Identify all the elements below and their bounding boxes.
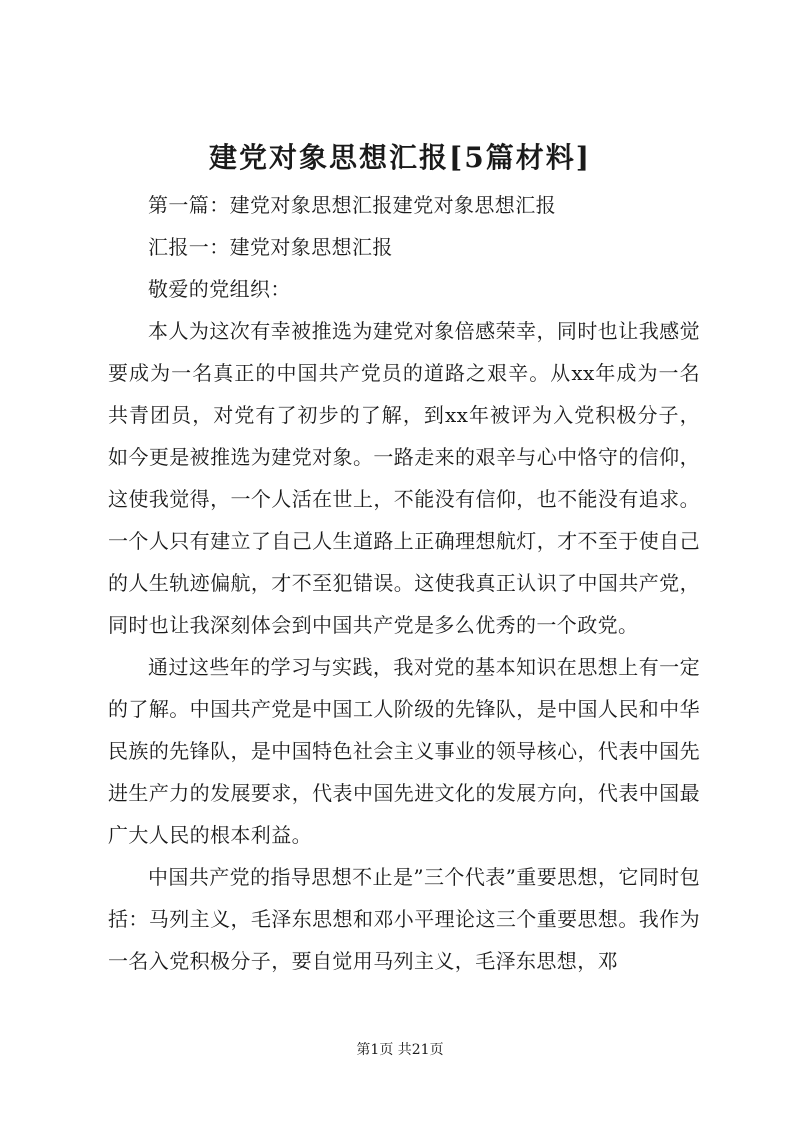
document-title: 建党对象思想汇报[5篇材料] [209, 141, 591, 174]
paragraph-body-3: 中国共产党的指导思想不止是”三个代表”重要思想，它同时包括：马列主义，毛泽东思想和邓小平理论这三个重要思想。我作为一名入党积极分子，要自觉用马列主义，毛泽东思想，邓 [108, 865, 700, 973]
paragraph-salutation: 敬爱的党组织： [148, 277, 291, 301]
paragraph-body-2: 通过这些年的学习与实践，我对党的基本知识在思想上有一定的了解。中国共产党是中国工人阶级的先锋队，是中国人民和中华民族的先锋队，是中国特色社会主义事业的领导核心，代表中国先进生产力的发展要求，代表中国先进文化的发展方向，代表中国最广大人民的根本利益。 [108, 655, 700, 847]
paragraph-report-heading: 汇报一：建党对象思想汇报 [148, 235, 393, 259]
paragraph-body-1: 本人为这次有幸被推选为建党对象倍感荣幸，同时也让我感觉要成为一名真正的中国共产党员的道路之艰辛。从xx年成为一名共青团员，对党有了初步的了解，到xx年被评为入党积极分子，如今更是被推选为建党对象。一路走来的艰辛与心中恪守的信仰，这使我觉得，一个人活在世上，不能没有信仰，也不能没有追求。一个人只有建立了自己人生道路上正确理想航灯，才不至于使自己的人生轨迹偏航，才不至犯错误。这使我真正认识了中国共产党，同时也让我深刻体会到中国共产党是多么优秀的一个政党。 [108, 319, 700, 637]
paragraph-section-heading: 第一篇：建党对象思想汇报建党对象思想汇报 [148, 193, 556, 217]
page-number-footer: 第1页 共21页 [356, 1042, 444, 1058]
document-body [108, 184, 700, 982]
